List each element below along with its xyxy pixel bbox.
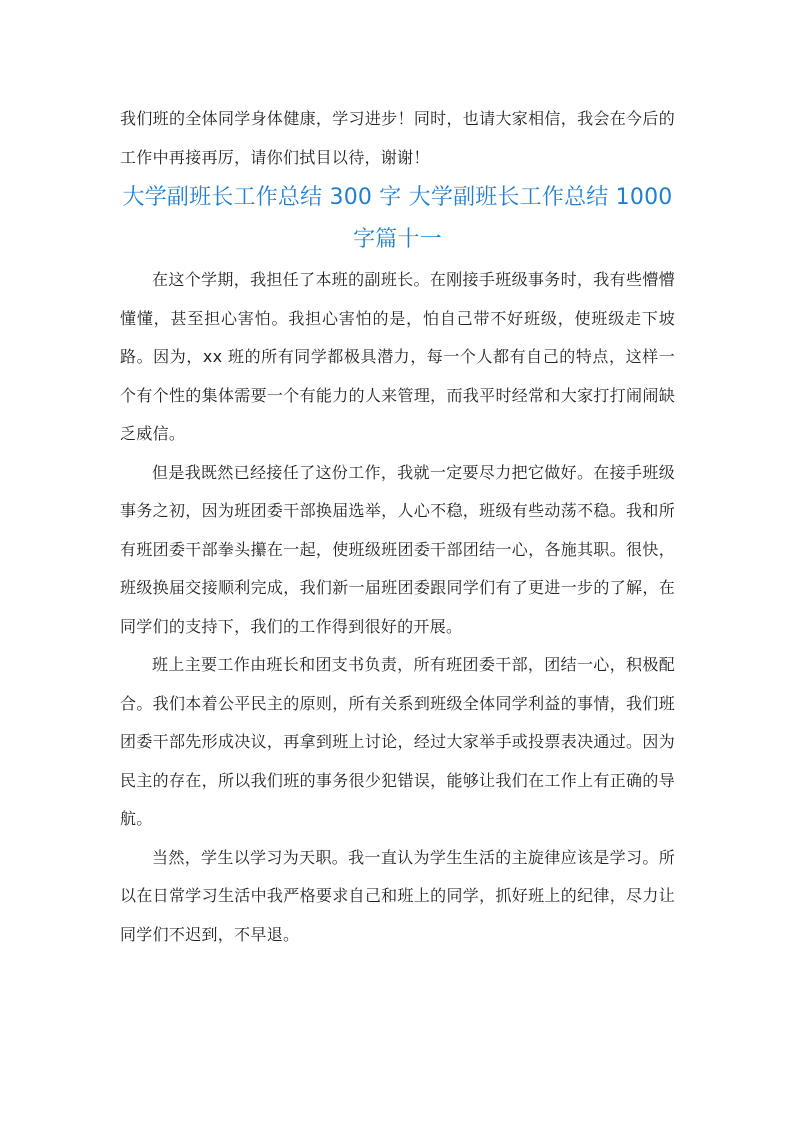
- body-paragraph-1: 在这个学期，我担任了本班的副班长。在刚接手班级事务时，我有些懵懵懂懂，甚至担心害怕。我担心害怕的是，怕自己带不好班级，使班级走下坡路。因为，xx 班的所有同学都极具潜力，每一个人都有自己的特点，这样一个有个性的集体需要一个有能力的人来管理，而我平时经常和大家打打闹闹缺乏威信。: [120, 270, 675, 443]
- intro-paragraph: 我们班的全体同学身体健康，学习进步！同时，也请大家相信，我会在今后的工作中再接再厉，请你们拭目以待，谢谢！: [120, 109, 675, 167]
- section-title: 大学副班长工作总结 300 字 大学副班长工作总结 1000 字篇十一: [122, 185, 673, 252]
- body-paragraph-4: 当然，学生以学习为天职。我一直认为学生生活的主旋律应该是学习。所以在日常学习生活中我严格要求自己和班上的同学，抓好班上的纪律，尽力让同学们不迟到，不早退。: [120, 847, 675, 944]
- body-paragraph-3: 班上主要工作由班长和团支书负责，所有班团委干部，团结一心，积极配合。我们本着公平民主的原则，所有关系到班级全体同学利益的事情，我们班团委干部先形成决议，再拿到班上讨论，经过大家举手或投票表决通过。因为民主的存在，所以我们班的事务很少犯错误，能够让我们在工作上有正确的导航。: [120, 655, 675, 828]
- body-paragraph-2: 但是我既然已经接任了这份工作，我就一定要尽力把它做好。在接手班级事务之初，因为班团委干部换届选举，人心不稳，班级有些动荡不稳。我和所有班团委干部拳头攥在一起，使班级班团委干部团结一心，各施其职。很快，班级换届交接顺利完成，我们新一届班团委跟同学们有了更进一步的了解，在同学们的支持下，我们的工作得到很好的开展。: [120, 462, 675, 636]
- document-page: [120, 100, 675, 954]
